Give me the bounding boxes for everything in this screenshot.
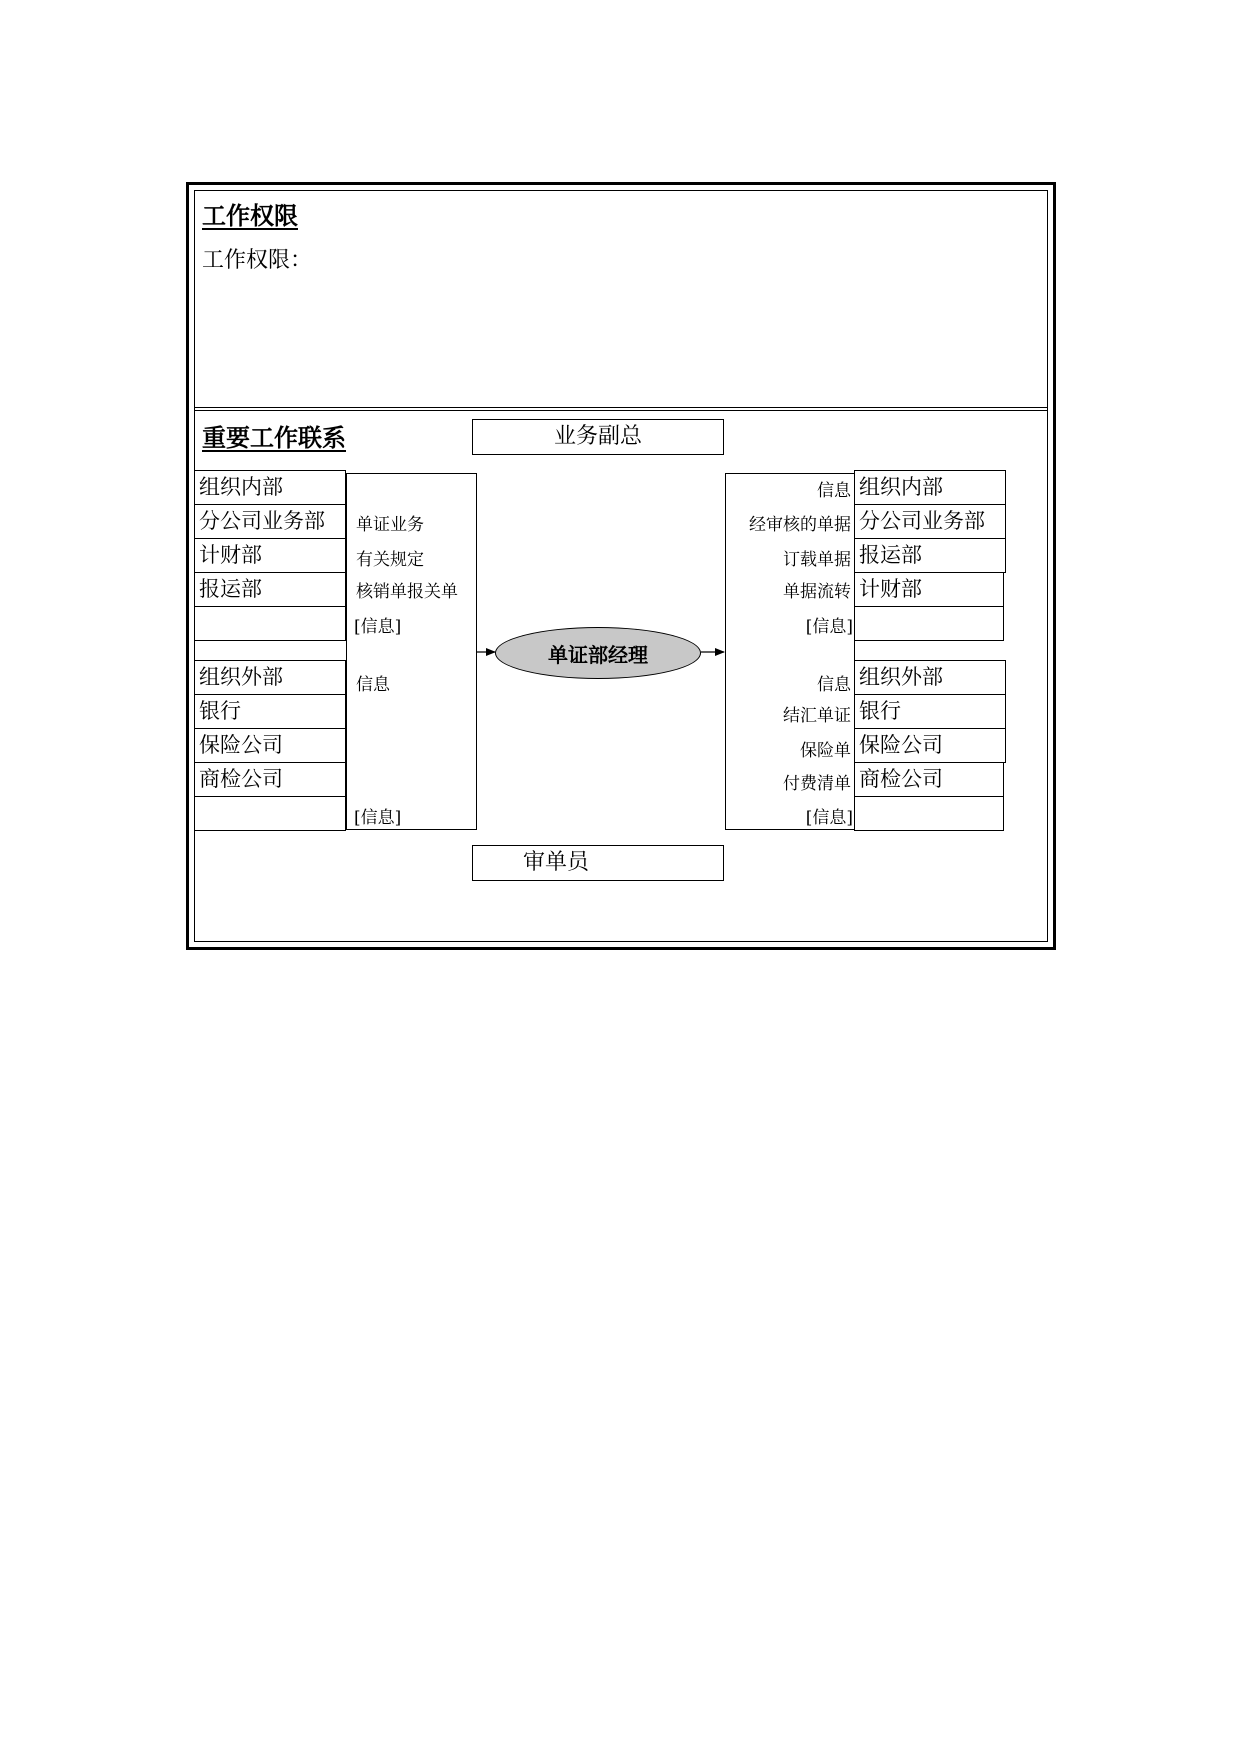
left-external-cell: 银行 (194, 694, 346, 729)
work-authority-heading: 工作权限 (202, 201, 298, 230)
right-internal-cell: 报运部 (854, 538, 1006, 573)
left-internal-cell: 组织内部 (194, 470, 346, 505)
left-internal-cell: 分公司业务部 (194, 504, 346, 539)
right-external-cell: 商检公司 (854, 762, 1004, 797)
right-internal-label: 单据流转 (783, 582, 851, 602)
left-external-label: 信息 (356, 675, 390, 695)
right-external-label: [信息] (805, 808, 853, 828)
right-external-label: 保险单 (800, 741, 851, 761)
left-external-label: [信息] (354, 808, 402, 828)
right-external-cell: 组织外部 (854, 660, 1006, 695)
work-authority-label: 工作权限： (202, 248, 313, 273)
center-node-document-manager: 单证部经理 (495, 627, 701, 679)
left-internal-cell: 计财部 (194, 538, 346, 573)
left-external-cell: 组织外部 (194, 660, 346, 695)
relations-heading: 重要工作联系 (202, 423, 346, 452)
left-external-cell: 商检公司 (194, 762, 346, 797)
right-internal-label: 信息 (817, 481, 851, 501)
left-internal-cell: 报运部 (194, 572, 346, 607)
right-internal-cell: 计财部 (854, 572, 1004, 607)
left-internal-label: [信息] (354, 617, 402, 637)
right-external-cell: 保险公司 (854, 728, 1006, 763)
left-internal-label: 有关规定 (356, 550, 424, 570)
left-internal-label: 核销单报关单 (356, 582, 458, 602)
bottom-box-auditor: 审单员 (472, 845, 724, 881)
right-internal-label: 订载单据 (783, 550, 851, 570)
left-internal-label: 单证业务 (356, 515, 424, 535)
right-external-label: 结汇单证 (783, 706, 851, 726)
right-internal-cell: 分公司业务部 (854, 504, 1006, 539)
right-external-label: 信息 (817, 675, 851, 695)
right-internal-label: [信息] (805, 617, 853, 637)
right-internal-cell: 组织内部 (854, 470, 1006, 505)
right-external-label: 付费清单 (783, 774, 851, 794)
right-external-cell: 银行 (854, 694, 1006, 729)
right-internal-label: 经审核的单据 (749, 515, 851, 535)
top-box-vice-president: 业务副总 (472, 419, 724, 455)
left-external-cell: 保险公司 (194, 728, 346, 763)
